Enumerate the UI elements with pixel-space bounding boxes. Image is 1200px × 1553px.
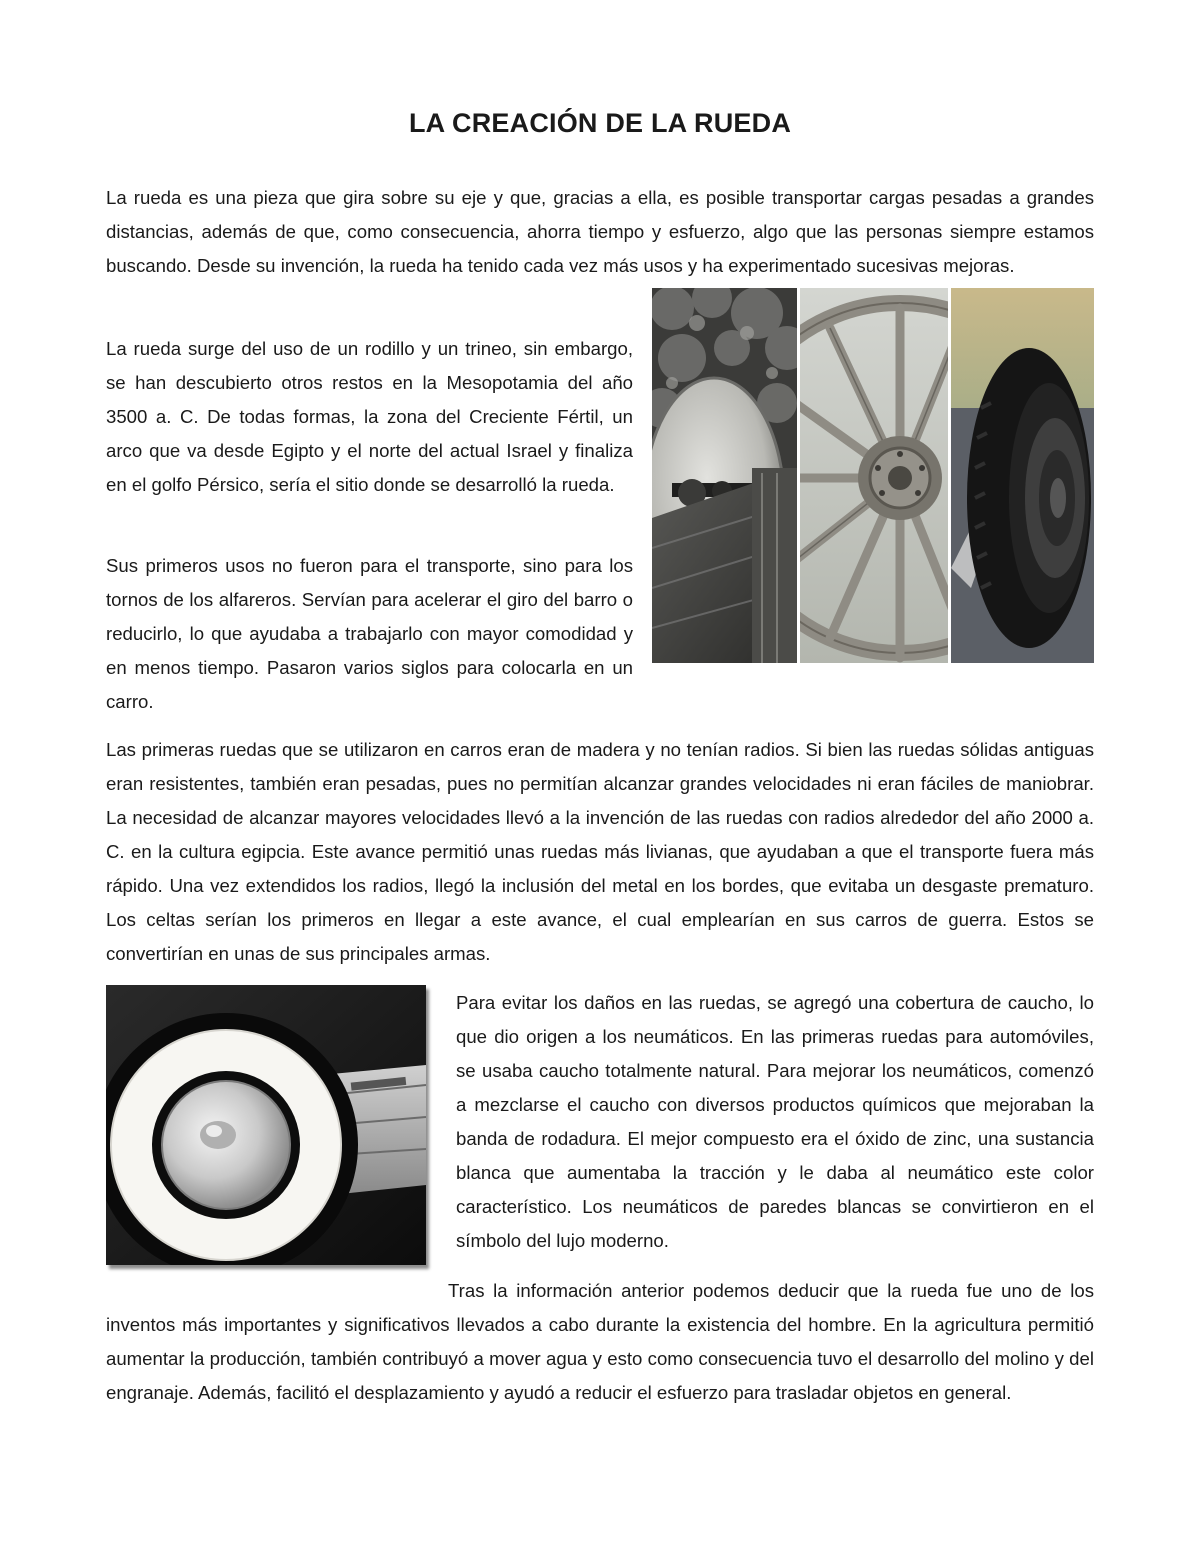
paragraph-first-uses: Sus primeros usos no fueron para el transporte, sino para los tornos de los alfareros. Servían para acelerar el giro del barro o reducirlo, lo que ayudaba a trabajarlo con mayor comodidad y en menos tiempo. Pasaron varios siglos para colocarla en un carro. (106, 555, 633, 712)
stone-wheel-photo (652, 288, 797, 663)
paragraph-origin: La rueda surge del uso de un rodillo y un trineo, sin embargo, se han descubierto otros restos en la Mesopotamia del año 3500 a. C. De todas formas, la zona del Creciente Fértil, un arco que va desde Egipto y el norte del actual Israel y finaliza en el golfo Pérsico, sería el sitio donde se desarrolló la rueda. (106, 338, 633, 495)
modern-tire-photo (951, 288, 1094, 663)
paragraph-conclusion: Tras la información anterior podemos deducir que la rueda fue uno de los inventos más importantes y significativos llevados a cabo durante la existencia del hombre. En la agricultura permitió aumentar la producción, también contribuyó a mover agua y esto como consecuencia tuvo el desarrollo del molino y del engranaje. Además, facilitó el desplazamiento y ayudó a reducir el esfuerzo para trasladar objetos en general. (106, 1280, 1094, 1403)
paragraph-wooden-wheels: Las primeras ruedas que se utilizaron en carros eran de madera y no tenían radios. Si bien las ruedas sólidas antiguas eran resistentes, también eran pesadas, pues no permitían alcanzar grandes velocidades ni eran fáciles de maniobrar. La necesidad de alcanzar mayores velocidades llevó a la invención de las ruedas con radios alrededor del año 2000 a. C. en la cultura egipcia. Este avance permitió unas ruedas más livianas, que ayudaban a que el transporte fuera más rápido. Una vez extendidos los radios, llegó la inclusión del metal en los bordes, que evitaba un desgaste prematuro. Los celtas serían los primeros en llegar a este avance, el cual emplearían en sus carros de guerra. Estos se convertirían en unas de sus principales armas. (106, 739, 1094, 964)
document-title: LA CREACIÓN DE LA RUEDA (408, 108, 792, 138)
paragraph-intro: La rueda es una pieza que gira sobre su eje y que, gracias a ella, es posible transportar cargas pesadas a grandes distancias, además de que, como consecuencia, ahorra tiempo y esfuerzo, algo que las personas siempre estamos buscando. Desde su invención, la rueda ha tenido cada vez más usos y ha experimentado sucesivas mejoras. (106, 187, 1094, 276)
wheel-evolution-collage (652, 288, 1094, 663)
wooden-spoked-wheel-photo (800, 288, 948, 663)
whitewall-tire-photo (106, 985, 426, 1265)
paragraph-rubber-tires: Para evitar los daños en las ruedas, se agregó una cobertura de caucho, lo que dio origen a los neumáticos. En las primeras ruedas para automóviles, se usaba caucho totalmente natural. Para mejorar los neumáticos, comenzó a mezclarse el caucho con diversos productos químicos que mejoraban la banda de rodadura. El mejor compuesto era el óxido de zinc, una sustancia blanca que aumentaba la tracción y le daba al neumático este color característico. Los neumáticos de paredes blancas se convirtieron en el símbolo del lujo moderno. (456, 992, 1094, 1251)
